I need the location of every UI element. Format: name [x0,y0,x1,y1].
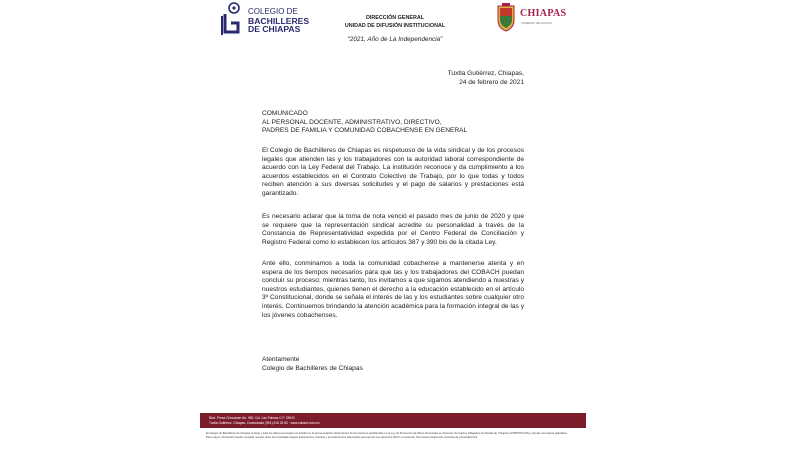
date-text: 24 de febrero de 2021 [459,78,524,86]
paragraph-1: El Colegio de Bachilleres de Chiapas es respetuoso de la vida sindical y de los procesos legales que atienden las y los trabajadores con la autoridad laboral correspondiente de acuerdo con la Ley Federal del Trabajo. La institución reconoce y da cumplimiento a los acuerdos establecidos en el Contrato Colectivo de Trabajo, por lo que todas y todos reciben atención a sus diversas solicitudes y el pago de salarios y prestaciones está garantizado. [262,147,524,197]
address-line-1: COMUNICADO [262,110,308,117]
paragraph-2: Es necesario aclarar que la toma de nota venció el pasado mes de junio de 2020 y que se requiere que la representación sindical acredite su personalidad a través de la Constancia de Representatividad expedida por el Centro Federal de Conciliación y Registro Federal como lo establecen los artículos 387 y 390 bis de la citada Ley. [262,213,524,246]
cobach-emblem-icon [221,2,243,36]
footer-address: Blvd. Presa Chicoasén No. 950, Col. Las Palmas C.P. 29040 [209,416,295,420]
closing-signature: Colegio de Bachilleres de Chiapas [262,364,363,372]
header-motto: “2021, Año de La Independencia” [347,36,443,43]
paragraph-3: Ante ello, conminamos a toda la comunidad cobachense a mantenerse atenta y en espera de los tiempos necesarios para que las y los trabajadores del COBACH puedan concluir su proceso; mientras tanto, los invitamos a que sigamos atendiendo a nuestras y nuestros estudiantes, quienes tienen el derecho a la educación establecido en el artículo 3º Constitucional, donde se señala el interés de las y los estudiantes sobre cualquier otro interés. Continuemos brindando la atención académica para la formación integral de las y los jóvenes cobachenses. [262,260,524,319]
place-text: Tuxtla Gutiérrez, Chiapas, [447,70,524,77]
footer-privacy-note: El Colegio de Bachilleres de Chiapas protege y trata los datos personales contenidos en la documentación oficial dentro de los términos establecidos en la Ley de Protección de Datos Personales en Posesión de Sujetos Obligados del Estado de Chiapas (LPDPPSOCHIS) y demás normativas aplicables. Para mayor información puede consultar nuestro aviso de privacidad integral, lineamientos, trámites y procedimientos disponibles para ejercer sus derechos ARCO a través de: http://www.cobach.edu.mx/aviso-de-privacidad.html [206,432,568,439]
header-center [320,14,470,30]
header-unidad: UNIDAD DE DIFUSIÓN INSTITUCIONAL [344,23,446,29]
address-line-3: PADRES DE FAMILIA Y COMUNIDAD COBACHENSE EN GENERAL [262,127,468,135]
logo-left-line1: COLEGIO DE [248,7,298,16]
address-line-2: AL PERSONAL DOCENTE, ADMINISTRATIVO, DIRECTIVO, [262,118,442,126]
header-direccion: DIRECCIÓN GENERAL [365,15,425,21]
addressee [262,110,524,136]
closing-atentamente: Atentamente [262,356,300,363]
cobach-logo [221,2,311,36]
footer-bar [200,413,586,428]
chiapas-sub: GOBIERNO DEL ESTADO [521,22,552,25]
logo-left-line3: DE CHIAPAS [248,24,301,34]
chiapas-crest-icon [496,2,516,32]
chiapas-name: CHIAPAS [520,8,567,19]
logo-left-line2: BACHILLERES [248,15,310,26]
closing [262,356,524,373]
place-date [400,70,524,87]
chiapas-logo [496,2,566,36]
footer-contact: Tuxtla Gutiérrez, Chiapas. Conmutador (961) 618 25 50 · www.cobach.edu.mx [209,421,320,425]
